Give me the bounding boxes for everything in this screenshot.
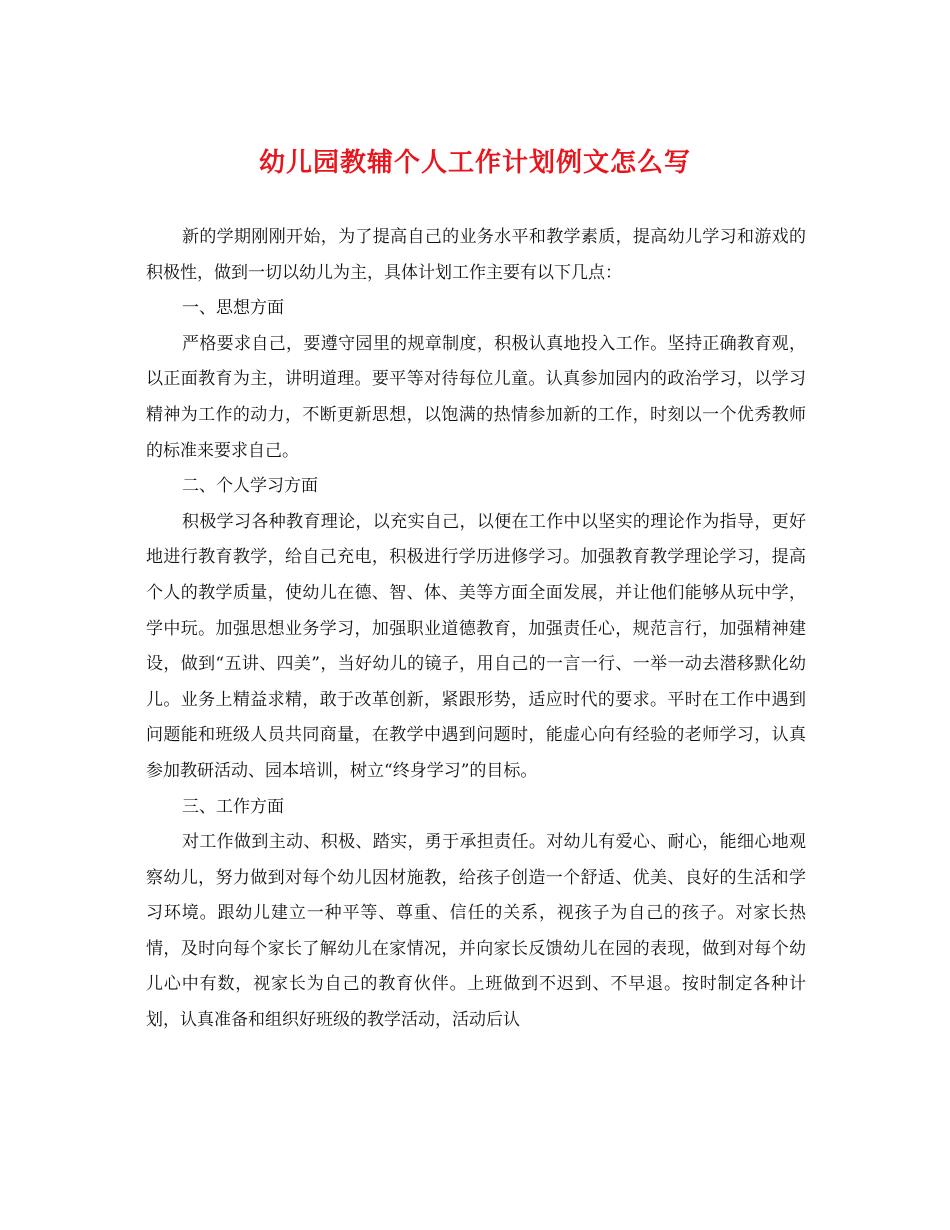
- section-body-thought: 严格要求自己，要遵守园里的规章制度，积极认真地投入工作。坚持正确教育观，以正面教育为主，讲明道理。要平等对待每位儿童。认真参加园内的政治学习，以学习精神为工作的动力，不断更新思想，以饱满的热情参加新的工作，时刻以一个优秀教师的标准来要求自己。: [146, 333, 806, 461]
- document-body: [146, 220, 806, 1039]
- section-heading-personal-study: 二、个人学习方面: [182, 476, 318, 497]
- section-body-personal-study: 积极学习各种教育理论，以充实自己，以便在工作中以坚实的理论作为指导，更好地进行教育教学，给自己充电，积极进行学历进修学习。加强教育教学理论学习，提高个人的教学质量，使幼儿在德、智、体、美等方面全面发展，并让他们能够从玩中学，学中玩。加强思想业务学习，加强职业道德教育，加强责任心，规范言行，加强精神建设，做到“五讲、四美”，当好幼儿的镜子，用自己的一言一行、一举一动去潜移默化幼儿。业务上精益求精，敢于改革创新，紧跟形势，适应时代的要求。平时在工作中遇到问题能和班级人员共同商量，在教学中遇到问题时，能虚心向有经验的老师学习，认真参加教研活动、园本培训，树立“终身学习”的目标。: [146, 511, 806, 781]
- document-title: 幼儿园教辅个人工作计划例文怎么写: [258, 148, 691, 178]
- intro-paragraph: 新的学期刚刚开始，为了提高自己的业务水平和教学素质，提高幼儿学习和游戏的积极性，做到一切以幼儿为主，具体计划工作主要有以下几点：: [146, 227, 806, 283]
- section-body-work: 对工作做到主动、积极、踏实，勇于承担责任。对幼儿有爱心、耐心，能细心地观察幼儿，努力做到对每个幼儿因材施教，给孩子创造一个舒适、优美、良好的生活和学习环境。跟幼儿建立一种平等、尊重、信任的关系，视孩子为自己的孩子。对家长热情，及时向每个家长了解幼儿在家情况，并向家长反馈幼儿在园的表现，做到对每个幼儿心中有数，视家长为自己的教育伙伴。上班做到不迟到、不早退。按时制定各种计划，认真准备和组织好班级的教学活动，活动后认: [146, 832, 806, 1031]
- section-heading-thought: 一、思想方面: [182, 298, 284, 319]
- section-heading-work: 三、工作方面: [182, 796, 284, 817]
